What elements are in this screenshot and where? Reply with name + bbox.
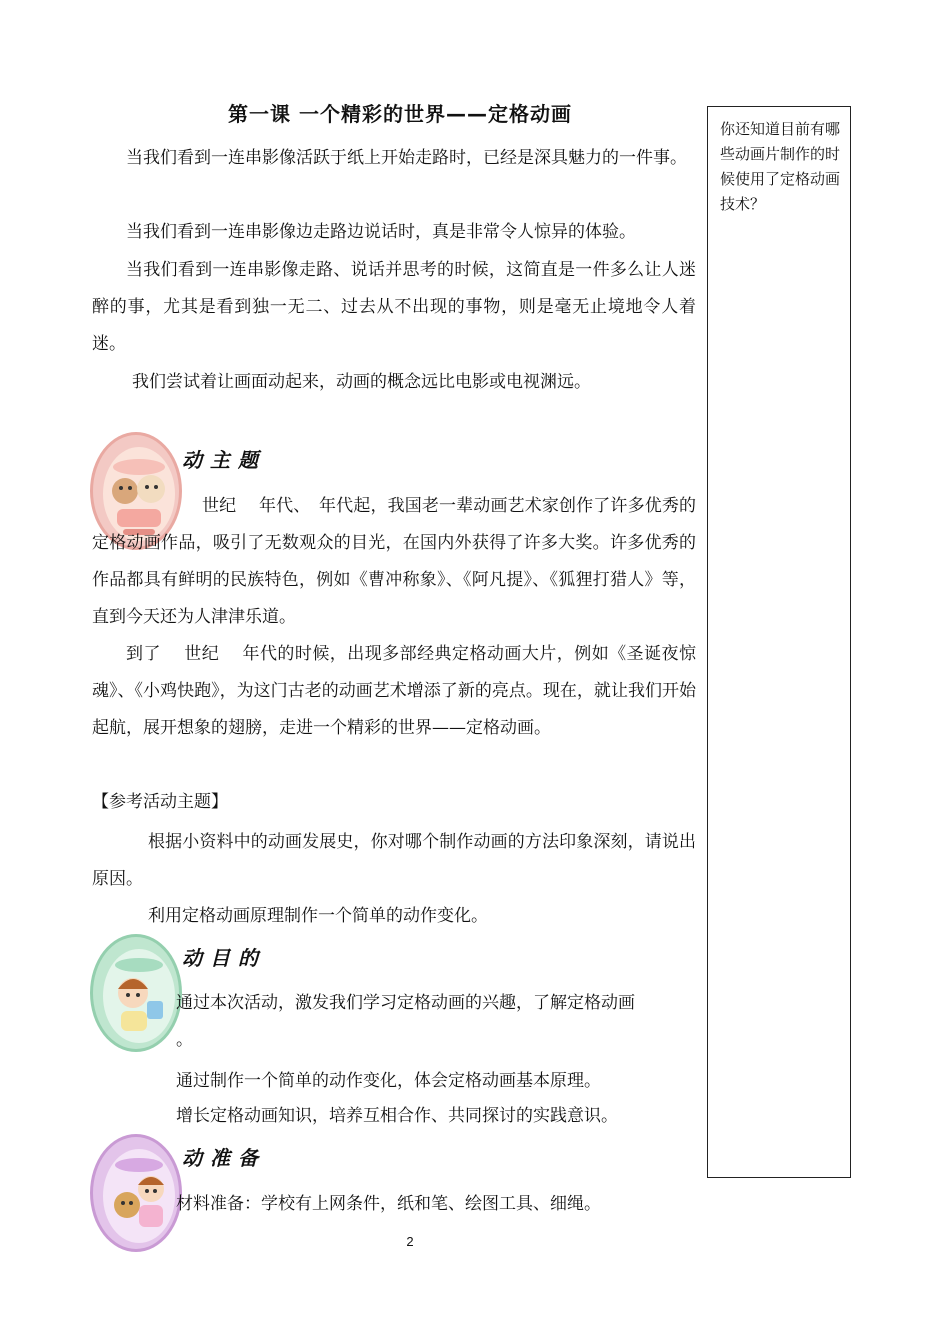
- goal-paragraph-1: 通过本次活动，激发我们学习定格动画的兴趣，了解定格动画: [176, 993, 635, 1013]
- reference-topic-1: 根据小资料中的动画发展史，你对哪个制作动画的方法印象深刻，请说出原因。: [92, 832, 696, 889]
- page-number: 2: [406, 1234, 414, 1249]
- side-note-box: [707, 106, 851, 1178]
- prep-heading: 动准备: [182, 1146, 266, 1170]
- intro-paragraph-4: 我们尝试着让画面动起来，动画的概念远比电影或电视渊远。: [132, 372, 591, 392]
- reference-topics-label: 【参考活动主题】: [92, 792, 228, 812]
- theme-paragraph-2: 到了 世纪 年代的时候，出现多部经典定格动画大片，例如《圣诞夜惊魂》、《小鸡快跑》，为这门古老的动画艺术增添了新的亮点。现在，就让我们开始起航，展开想象的翅膀，走进一个精彩的世界——定格动画。: [92, 644, 696, 738]
- intro-paragraph-2: 当我们看到一连串影像边走路边说话时，真是非常令人惊异的体验。: [126, 222, 636, 242]
- theme-paragraph-1: 世纪 年代、 年代起，我国老一辈动画艺术家创作了许多优秀的定格动画作品，吸引了无数观众的目光，在国内外获得了许多大奖。许多优秀的作品都具有鲜明的民族特色，例如《曹冲称象》、《阿凡提》、《狐狸打猎人》等，直到今天还为人津津乐道。: [92, 496, 696, 627]
- reference-topic-2: 利用定格动画原理制作一个简单的动作变化。: [148, 906, 488, 926]
- intro-paragraph-1: 当我们看到一连串影像活跃于纸上开始走路时，已经是深具魅力的一件事。: [126, 148, 687, 168]
- theme-heading: 动主题: [182, 448, 266, 472]
- goal-heading: 动目的: [182, 946, 266, 970]
- side-note-text: 你还知道目前有哪些动画片制作的时候使用了定格动画技术？: [720, 120, 841, 213]
- goal-paragraph-2: 通过制作一个简单的动作变化，体会定格动画基本原理。: [176, 1071, 601, 1091]
- goal-paragraph-1-tail: 。: [176, 1030, 193, 1050]
- lesson-title: 第一课 一个精彩的世界——定格动画: [228, 102, 572, 126]
- intro-paragraph-3: 当我们看到一连串影像走路、说话并思考的时候，这简直是一件多么让人迷醉的事，尤其是看到独一无二、过去从不出现的事物，则是毫无止境地令人着迷。: [92, 260, 696, 354]
- goal-paragraph-3: 增长定格动画知识，培养互相合作、共同探讨的实践意识。: [176, 1106, 618, 1126]
- prep-paragraph-1: 材料准备：学校有上网条件，纸和笔、绘图工具、细绳。: [176, 1194, 601, 1214]
